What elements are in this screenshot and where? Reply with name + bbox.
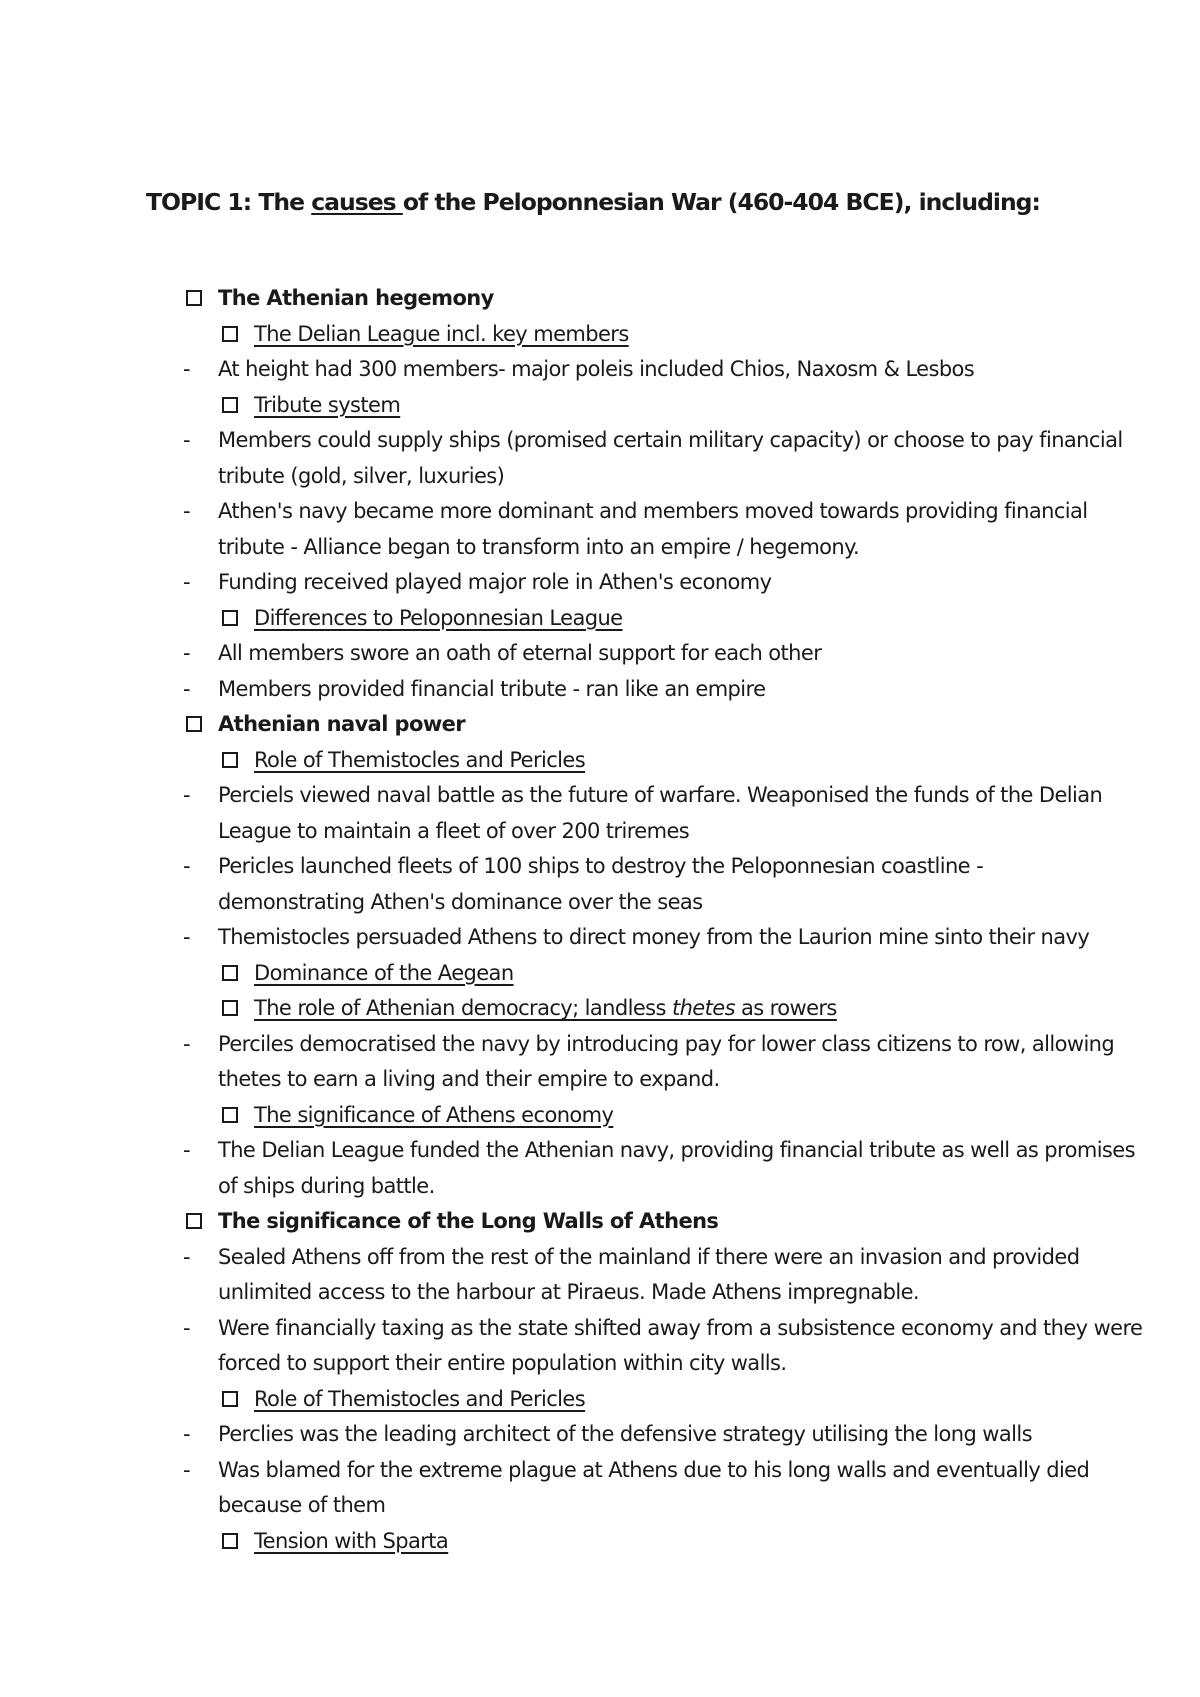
line-text: [218, 1240, 1079, 1276]
section-heading: [0, 281, 1200, 317]
checkbox-icon[interactable]: [222, 326, 238, 342]
line-text: [218, 1027, 1114, 1063]
line-text-main: unlimited access to the harbour at Piraeus. Made Athens impregnable.: [218, 1280, 919, 1304]
section-heading: [0, 1204, 1200, 1240]
line-text-main: The Delian League funded the Athenian navy, providing financial tribute as well as promises: [218, 1138, 1135, 1162]
line-text: [218, 459, 504, 495]
bullet-item: [0, 423, 1200, 459]
line-text-main: Were financially taxing as the state shifted away from a subsistence economy and they were: [218, 1315, 1143, 1340]
bullet-item: [0, 494, 1200, 530]
line-text-main: Members could supply ships (promised certain military capacity) or choose to pay financial: [218, 428, 1123, 452]
line-text: [218, 707, 465, 743]
line-text-main: tribute (gold, silver, luxuries): [218, 463, 505, 488]
dash-bullet: -: [183, 1457, 190, 1482]
line-text: [254, 743, 585, 779]
line-text: [218, 920, 1089, 956]
line-text: [218, 281, 494, 317]
bullet-item: [0, 778, 1200, 814]
dash-bullet: -: [183, 1138, 190, 1162]
line-text: [254, 388, 400, 424]
line-text-main: League to maintain a fleet of over 200 triremes: [218, 818, 690, 843]
line-text: [218, 352, 974, 388]
line-text-main: thetes to earn a living and their empire to expand.: [218, 1067, 720, 1091]
line-text-main: Athenian naval power: [218, 712, 466, 736]
line-text-main: Perclies was the leading architect of the defensive strategy utilising the long walls: [218, 1422, 1032, 1446]
dash-bullet: -: [183, 783, 190, 807]
line-text-main: forced to support their entire population within city walls.: [218, 1351, 787, 1375]
checkbox-icon[interactable]: [222, 610, 238, 626]
subsection-heading: [0, 991, 1200, 1027]
line-text: [254, 317, 629, 353]
bullet-item: [0, 1240, 1200, 1276]
dash-bullet: -: [183, 925, 190, 949]
section-heading: [0, 707, 1200, 743]
bullet-item: [0, 1417, 1200, 1453]
line-text: [218, 1488, 385, 1524]
line-text-main: Tension with Sparta: [254, 1528, 449, 1553]
bullet-continuation: [0, 459, 1200, 495]
checkbox-icon[interactable]: [222, 1107, 238, 1123]
line-text-main: All members swore an oath of eternal support for each other: [218, 641, 822, 665]
bullet-item: [0, 1311, 1200, 1347]
line-text: [218, 1133, 1135, 1169]
checkbox-icon[interactable]: [222, 752, 238, 768]
line-text-main: Was blamed for the extreme plague at Athens due to his long walls and eventually died: [218, 1457, 1090, 1482]
bullet-item: [0, 352, 1200, 388]
line-text-main: Role of Themistocles and Pericles: [254, 747, 586, 772]
dash-bullet: -: [183, 1315, 190, 1340]
line-text: [218, 565, 771, 601]
line-text-main: Tribute system: [254, 392, 401, 417]
line-text-main: tribute - Alliance began to transform into an empire / hegemony.: [218, 534, 860, 559]
line-text-main: The significance of Athens economy: [254, 1102, 614, 1127]
line-text: [218, 1453, 1089, 1489]
line-text-main: The Athenian hegemony: [218, 286, 494, 310]
topic-title: [146, 186, 1040, 218]
line-text: [254, 1524, 448, 1560]
bullet-item: [0, 565, 1200, 601]
checkbox-icon[interactable]: [222, 1391, 238, 1407]
line-text: [218, 885, 703, 921]
line-text-main: The significance of the Long Walls of Athens: [218, 1209, 719, 1233]
subsection-heading: [0, 1382, 1200, 1418]
line-text-main: The Delian League incl. key members: [254, 321, 629, 346]
dash-bullet: -: [183, 641, 190, 665]
line-text-main: Themistocles persuaded Athens to direct money from the Laurion mine sinto their navy: [218, 925, 1090, 949]
bullet-item: [0, 636, 1200, 672]
line-text: [218, 636, 821, 672]
line-text-main: The role of Athenian democracy; landless: [254, 996, 672, 1020]
subsection-heading: [0, 317, 1200, 353]
subsection-heading: [0, 743, 1200, 779]
dash-bullet: -: [183, 854, 190, 878]
line-text: [218, 530, 859, 566]
line-text-main: Dominance of the Aegean: [254, 960, 514, 985]
bullet-item: [0, 920, 1200, 956]
dash-bullet: -: [183, 499, 190, 523]
line-text: [218, 849, 983, 885]
line-text: [218, 778, 1102, 814]
checkbox-icon[interactable]: [222, 965, 238, 981]
bullet-item: [0, 849, 1200, 885]
line-text-main: Role of Themistocles and Pericles: [254, 1386, 586, 1411]
line-text: [254, 1098, 613, 1134]
line-text: [218, 672, 765, 708]
line-text: [218, 1311, 1142, 1347]
checkbox-icon[interactable]: [186, 1213, 202, 1229]
line-text-main: Sealed Athens off from the rest of the mainland if there were an invasion and provided: [218, 1244, 1080, 1269]
bullet-item: [0, 1133, 1200, 1169]
bullet-item: [0, 1027, 1200, 1063]
line-text: [254, 956, 514, 992]
dash-bullet: -: [183, 570, 190, 594]
line-text: [254, 601, 623, 637]
line-text-main: Perciles democratised the navy by introducing pay for lower class citizens to row, allowing: [218, 1031, 1115, 1056]
line-text: [218, 1346, 786, 1382]
line-text-main: Athen's navy became more dominant and members moved towards providing financial: [218, 499, 1088, 523]
line-text: [218, 1169, 435, 1205]
title-suffix: of the Peloponnesian War (460-404 BCE), including:: [402, 188, 1040, 216]
line-text: [218, 1062, 720, 1098]
line-text-main: Differences to Peloponnesian League: [254, 605, 623, 630]
dash-bullet: -: [183, 357, 190, 381]
bullet-item: [0, 672, 1200, 708]
subsection-heading: [0, 601, 1200, 637]
line-text: [218, 1417, 1032, 1453]
line-text: [218, 1204, 718, 1240]
line-text-main: At height had 300 members- major poleis included Chios, Naxosm & Lesbos: [218, 357, 975, 381]
checkbox-icon[interactable]: [186, 716, 202, 732]
dash-bullet: -: [183, 1031, 190, 1056]
topic-outline: [0, 281, 1200, 1559]
subsection-heading: [0, 1098, 1200, 1134]
line-text: [254, 1382, 585, 1418]
line-text-main: demonstrating Athen's dominance over the seas: [218, 889, 703, 914]
checkbox-icon[interactable]: [222, 397, 238, 413]
line-text: [254, 991, 837, 1027]
subsection-heading: [0, 1524, 1200, 1560]
line-text-main: Pericles launched fleets of 100 ships to destroy the Peloponnesian coastline -: [218, 854, 984, 878]
line-text-main: because of them: [218, 1493, 386, 1517]
line-text: [218, 494, 1088, 530]
dash-bullet: -: [183, 1244, 190, 1269]
title-emphasis: causes: [311, 188, 403, 216]
checkbox-icon[interactable]: [222, 1000, 238, 1016]
line-text-italic: thetes: [671, 996, 735, 1020]
line-text: [218, 814, 689, 850]
line-text-main: Members provided financial tribute - ran like an empire: [218, 676, 766, 701]
line-text-main: Funding received played major role in Athen's economy: [218, 570, 772, 594]
line-text: [218, 423, 1123, 459]
bullet-continuation: [0, 885, 1200, 921]
dash-bullet: -: [183, 676, 190, 701]
bullet-continuation: [0, 814, 1200, 850]
bullet-continuation: [0, 1275, 1200, 1311]
subsection-heading: [0, 388, 1200, 424]
checkbox-icon[interactable]: [186, 290, 202, 306]
dash-bullet: -: [183, 428, 190, 452]
subsection-heading: [0, 956, 1200, 992]
checkbox-icon[interactable]: [222, 1533, 238, 1549]
line-text-tail: as rowers: [734, 996, 837, 1020]
bullet-continuation: [0, 1346, 1200, 1382]
line-text-main: of ships during battle.: [218, 1173, 435, 1198]
bullet-item: [0, 1453, 1200, 1489]
dash-bullet: -: [183, 1422, 190, 1446]
bullet-continuation: [0, 1488, 1200, 1524]
line-text: [218, 1275, 919, 1311]
bullet-continuation: [0, 1062, 1200, 1098]
bullet-continuation: [0, 530, 1200, 566]
bullet-continuation: [0, 1169, 1200, 1205]
line-text-main: Perciels viewed naval battle as the future of warfare. Weaponised the funds of the Delian: [218, 783, 1103, 807]
title-prefix: TOPIC 1: The: [146, 188, 312, 216]
